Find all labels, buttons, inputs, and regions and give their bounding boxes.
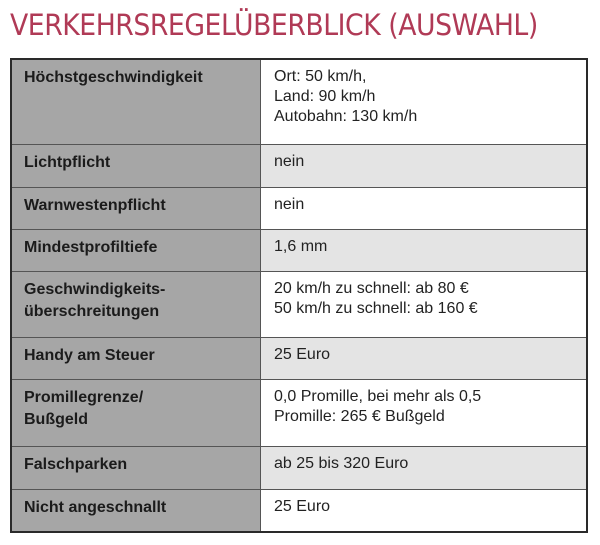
table-row [12,60,586,144]
row-label [12,490,261,531]
row-label [12,188,261,229]
value-line: 20 km/h zu schnell: ab 80 € [274,280,469,297]
value-line: Autobahn: 130 km/h [274,108,418,125]
value-line: 25 Euro [274,346,331,363]
label-line: Bußgeld [24,411,88,428]
table-row [12,229,586,271]
row-value [261,60,586,144]
table-row [12,489,586,531]
row-value [261,447,586,489]
value-line: Ort: 50 km/h, [274,68,367,85]
table-row [12,144,586,187]
label-line: Lichtpflicht [24,154,111,171]
label-line: Geschwindigkeits- [24,281,166,298]
row-label [12,145,261,187]
label-line: Promillegrenze/ [24,389,144,406]
row-value [261,230,586,271]
label-line: Nicht angeschnallt [24,499,167,516]
label-line: Höchstgeschwindigkeit [24,69,203,86]
table-row [12,337,586,379]
value-line: nein [274,153,305,170]
value-line: Land: 90 km/h [274,88,376,105]
row-value [261,380,586,446]
row-label [12,60,261,144]
label-line: Handy am Steuer [24,347,155,364]
value-line: ab 25 bis 320 Euro [274,455,409,472]
row-label [12,338,261,379]
row-value [261,272,586,337]
row-label [12,447,261,489]
value-line: 0,0 Promille, bei mehr als 0,5 [274,388,482,405]
value-line: 25 Euro [274,498,331,515]
label-line: überschreitungen [24,303,160,320]
row-label [12,272,261,337]
value-line: 50 km/h zu schnell: ab 160 € [274,300,478,317]
label-line: Warnwestenpflicht [24,197,166,214]
row-label [12,230,261,271]
table-row [12,187,586,229]
table-row [12,271,586,337]
row-value [261,145,586,187]
row-label [12,380,261,446]
table-row [12,379,586,446]
row-value [261,490,586,531]
label-line: Mindestprofiltiefe [24,239,158,256]
value-line: Promille: 265 € Bußgeld [274,408,445,425]
page-title: VERKEHRSREGELÜBERBLICK (AUSWAHL) [10,8,538,42]
value-line: nein [274,196,305,213]
row-value [261,338,586,379]
traffic-rules-table [10,58,588,533]
row-value [261,188,586,229]
value-line: 1,6 mm [274,238,328,255]
label-line: Falschparken [24,456,128,473]
table-row [12,446,586,489]
